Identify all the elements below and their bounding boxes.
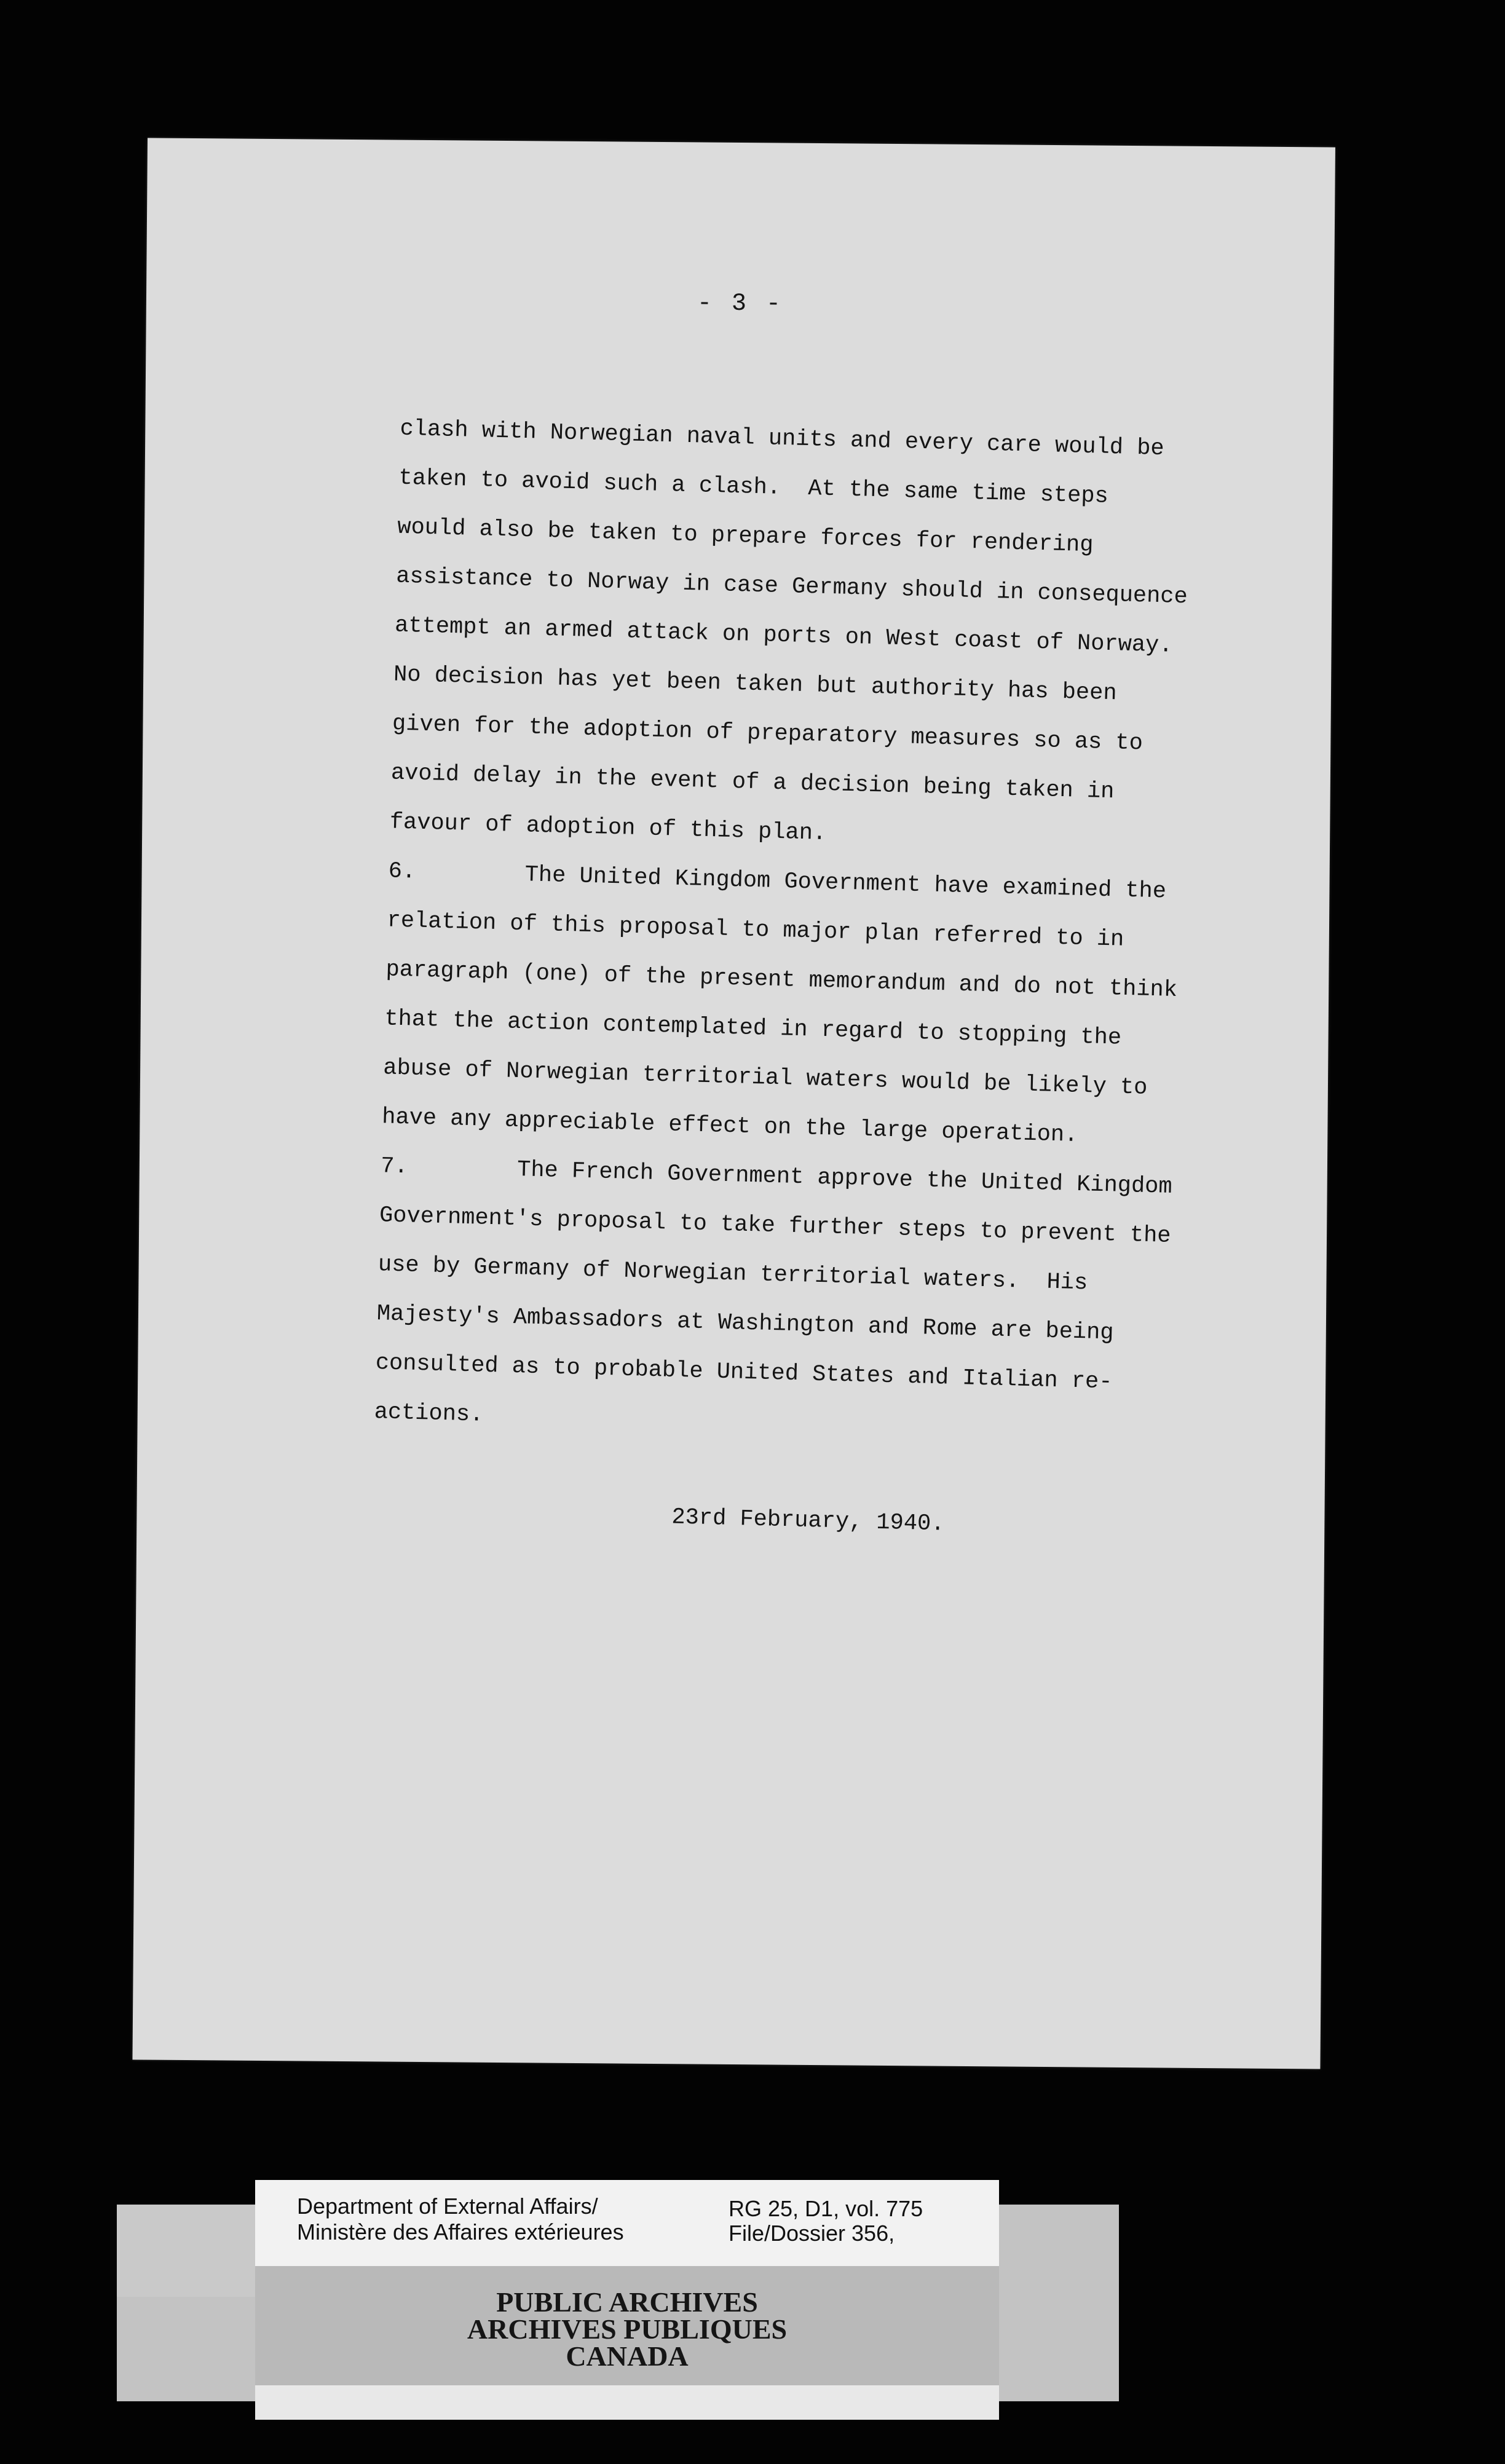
- paragraph-7-line: 7. The French Government approve the United Kingdom: [380, 1153, 1173, 1200]
- label-bottom-strip: [255, 2385, 999, 2420]
- text-line: No decision has yet been taken but authority has been: [393, 661, 1118, 707]
- archives-country: CANADA: [566, 2340, 689, 2372]
- memorandum-body: [374, 405, 1279, 1460]
- text-line: given for the adoption of preparatory measures so as to: [392, 711, 1144, 757]
- text-line: avoid delay in the event of a decision being taken in: [390, 760, 1115, 805]
- text-line: attempt an armed attack on ports on West coast of Norway.: [394, 612, 1173, 659]
- record-group-reference: RG 25, D1, vol. 775: [729, 2196, 923, 2221]
- department-english: Department of External Affairs/: [297, 2194, 598, 2219]
- text-line: that the action contemplated in regard to stopping the: [384, 1006, 1122, 1051]
- document-date: 23rd February, 1940.: [671, 1504, 945, 1538]
- text-line: would also be taken to prepare forces for rendering: [397, 514, 1094, 559]
- archive-reference-card: [255, 2180, 999, 2266]
- archives-french: ARCHIVES PUBLIQUES: [467, 2313, 788, 2345]
- text-line: relation of this proposal to major plan referred to in: [387, 907, 1124, 953]
- page-number: - 3 -: [697, 290, 784, 318]
- text-line: have any appreciable effect on the large operation.: [381, 1104, 1078, 1148]
- text-line: abuse of Norwegian territorial waters would be likely to: [382, 1055, 1148, 1101]
- text-line: Majesty's Ambassadors at Washington and Rome are being: [376, 1301, 1115, 1346]
- text-line: paragraph (one) of the present memorandum and do not think: [385, 957, 1178, 1004]
- department-french: Ministère des Affaires extérieures: [297, 2219, 624, 2245]
- text-line: Government's proposal to take further steps to prevent the: [379, 1202, 1172, 1249]
- text-line: favour of adoption of this plan.: [389, 809, 827, 847]
- file-number: File/Dossier 356,: [729, 2221, 895, 2246]
- paragraph-6-line: 6. The United Kingdom Government have examined the: [388, 858, 1167, 905]
- archive-label-tab: [117, 2205, 258, 2297]
- text-line: taken to avoid such a clash. At the same time steps: [398, 465, 1109, 510]
- text-line: assistance to Norway in case Germany should in consequence: [395, 563, 1188, 610]
- archives-english: PUBLIC ARCHIVES: [496, 2286, 758, 2318]
- text-line: use by Germany of Norwegian territorial waters. His: [377, 1252, 1088, 1297]
- document-page: [132, 138, 1335, 2069]
- text-line: clash with Norwegian naval units and every care would be: [400, 416, 1165, 462]
- text-line: actions.: [374, 1399, 484, 1428]
- text-line: consulted as to probable United States and Italian re-: [375, 1350, 1113, 1396]
